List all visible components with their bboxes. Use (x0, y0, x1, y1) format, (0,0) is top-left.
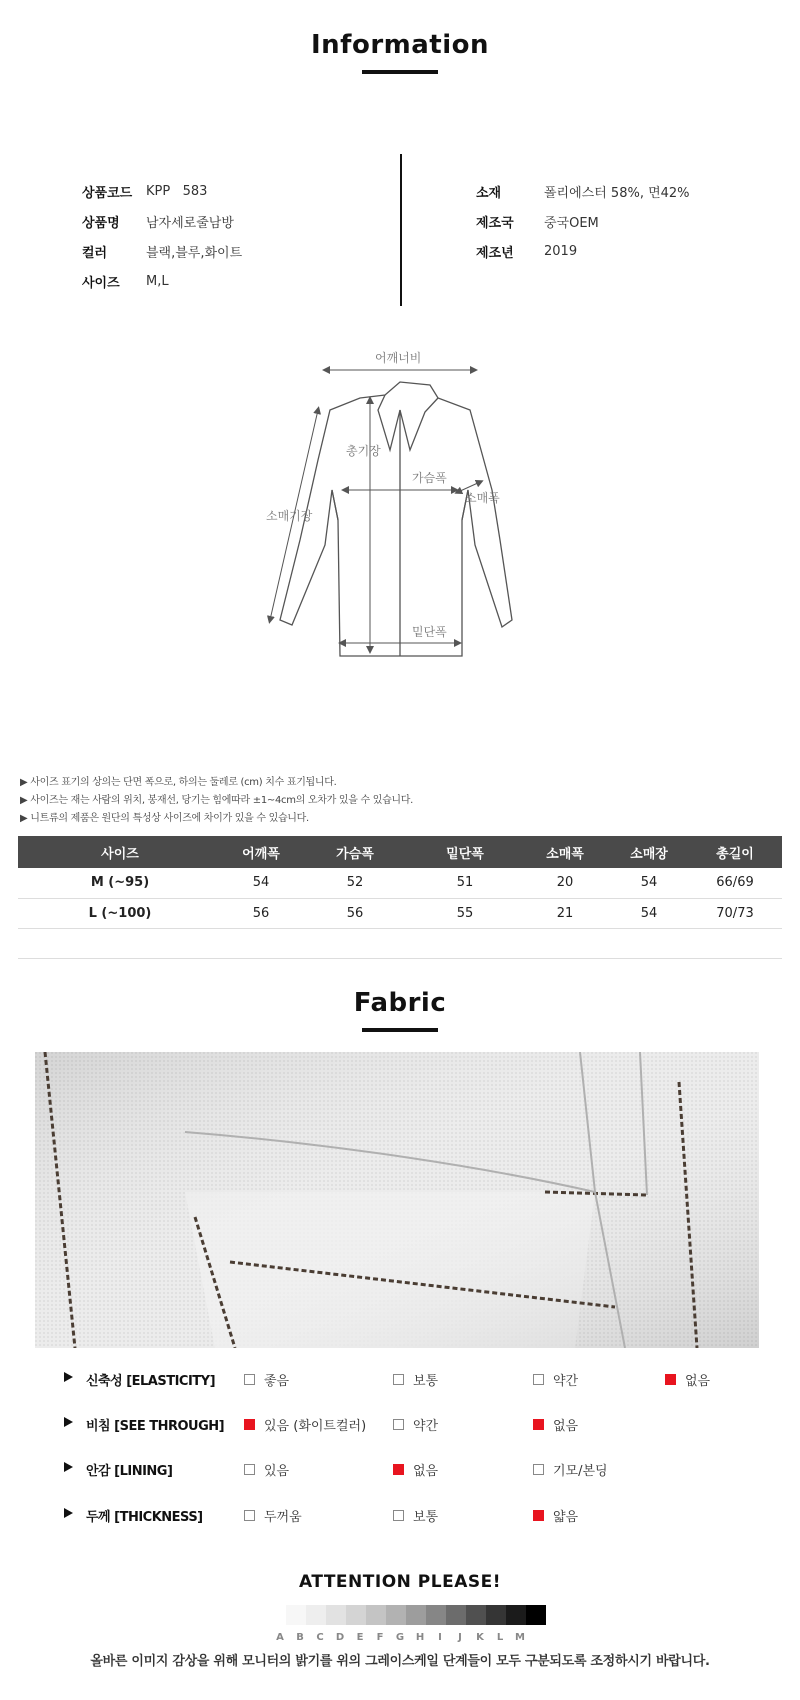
table-cell: 21 (520, 898, 610, 928)
option-good (244, 1370, 289, 1389)
table-cell: 56 (222, 898, 300, 928)
grayscale-letters (270, 1632, 530, 1643)
label-sleeve-width: 소매폭 (465, 491, 500, 505)
option-thin (533, 1506, 578, 1525)
attr-label: 안감 [LINING] (86, 1464, 173, 1479)
grayscale-letter: G (395, 1632, 405, 1643)
label-shoulder: 어깨너비 (375, 351, 422, 365)
arrow-icon: ▶ (20, 813, 28, 824)
info-row-material (476, 176, 690, 206)
table-cell: 70/73 (688, 898, 782, 928)
option-yes (244, 1415, 366, 1434)
table-cell: 51 (410, 868, 520, 898)
option-label: 보통 (413, 1510, 439, 1525)
option-label: 얇음 (553, 1510, 579, 1525)
arrow-icon (64, 1417, 73, 1427)
option-label: 없음 (553, 1419, 579, 1434)
fabric-title: Fabric (353, 988, 447, 1018)
grayscale-bar (286, 1605, 546, 1625)
table-cell: 20 (520, 868, 610, 898)
table-header-cell: 총길이 (688, 836, 782, 868)
grayscale-swatch (466, 1605, 486, 1625)
arrow-icon: ▶ (20, 777, 28, 788)
checkbox-icon (533, 1464, 544, 1475)
table-cell: L (~100) (18, 898, 222, 928)
option-label: 약간 (553, 1374, 579, 1389)
attr-row-see-through (0, 1413, 800, 1435)
grayscale-swatch (486, 1605, 506, 1625)
section-divider (18, 958, 782, 959)
info-row-country (476, 206, 690, 236)
option-slight (393, 1415, 438, 1434)
info-key: 컬러 (82, 245, 108, 261)
grayscale-swatch (386, 1605, 406, 1625)
info-row-year (476, 236, 690, 266)
grayscale-letter: J (458, 1632, 462, 1643)
checkbox-checked-icon (393, 1464, 404, 1475)
attr-row-lining (0, 1458, 800, 1480)
info-row-size (82, 266, 242, 296)
info-key: 상품명 (82, 215, 120, 231)
info-value: M,L (146, 273, 169, 289)
table-cell: 55 (410, 898, 520, 928)
table-header-cell: 사이즈 (18, 836, 222, 868)
note-text: 사이즈 표기의 상의는 단면 폭으로, 하의는 둘레로 (cm) 치수 표기됩니다. (30, 777, 337, 788)
checkbox-checked-icon (533, 1510, 544, 1521)
table-cell: 56 (300, 898, 410, 928)
note-item (20, 810, 413, 828)
grayscale-swatch (366, 1605, 386, 1625)
grayscale-swatch (426, 1605, 446, 1625)
checkbox-icon (533, 1374, 544, 1385)
info-value: KPP 583 (146, 183, 208, 199)
note-text: 사이즈는 재는 사람의 위치, 봉재선, 당기는 힘에따라 ±1~4cm의 오차가 있을 수 있습니다. (30, 795, 414, 806)
table-cell: 54 (610, 868, 688, 898)
info-key: 소재 (476, 185, 502, 201)
info-key: 사이즈 (82, 275, 120, 291)
checkbox-checked-icon (244, 1419, 255, 1430)
note-item (20, 774, 413, 792)
title-underline (362, 1028, 438, 1032)
table-cell: M (~95) (18, 868, 222, 898)
grayscale-letter: F (376, 1632, 384, 1643)
arrow-icon: ▶ (20, 795, 28, 806)
fabric-texture-image (35, 1052, 759, 1348)
info-value: 폴리에스터 58%, 면42% (544, 185, 690, 201)
option-label: 좋음 (264, 1374, 290, 1389)
checkbox-icon (244, 1464, 255, 1475)
label-sleeve-length: 소매기장 (266, 509, 313, 523)
option-label: 있음 (화이트컬러) (264, 1419, 367, 1434)
grayscale-letter: A (276, 1632, 284, 1643)
table-header-row (18, 836, 782, 868)
note-item (20, 792, 413, 810)
option-label: 보통 (413, 1374, 439, 1389)
info-key: 제조국 (476, 215, 514, 231)
table-header-cell: 밑단폭 (410, 836, 520, 868)
option-brushed (533, 1460, 608, 1479)
size-table (18, 836, 782, 929)
option-label: 두꺼움 (264, 1510, 302, 1525)
grayscale-swatch (526, 1605, 546, 1625)
option-none (533, 1415, 578, 1434)
info-value: 블랙,블루,화이트 (146, 245, 243, 261)
info-divider (400, 154, 402, 306)
option-none (665, 1370, 710, 1389)
checkbox-icon (393, 1419, 404, 1430)
grayscale-letter: M (515, 1632, 525, 1643)
note-text: 니트류의 제품은 원단의 특성상 사이즈에 차이가 있을 수 있습니다. (30, 813, 309, 824)
measurement-diagram (230, 340, 570, 680)
checkbox-icon (244, 1374, 255, 1385)
grayscale-letter: L (496, 1632, 504, 1643)
table-row (18, 868, 782, 898)
checkbox-checked-icon (665, 1374, 676, 1385)
table-header-cell: 소매폭 (520, 836, 610, 868)
grayscale-swatch (446, 1605, 466, 1625)
label-total-length: 총기장 (346, 444, 381, 458)
info-value: 2019 (544, 243, 578, 259)
attention-title: ATTENTION PLEASE! (299, 1572, 501, 1592)
grayscale-letter: B (296, 1632, 304, 1643)
option-slight (533, 1370, 578, 1389)
title-underline (362, 70, 438, 74)
attention-note: 올바른 이미지 감상을 위해 모니터의 밝기를 위의 그레이스케일 단계들이 모두 구분되도록 조정하시기 바랍니다. (90, 1654, 710, 1669)
attr-row-thickness (0, 1504, 800, 1526)
grayscale-letter: H (415, 1632, 425, 1643)
table-cell: 52 (300, 868, 410, 898)
option-none (393, 1460, 438, 1479)
info-row-color (82, 236, 242, 266)
grayscale-swatch (326, 1605, 346, 1625)
table-header-cell: 소매장 (610, 836, 688, 868)
fabric-photo (35, 1052, 759, 1348)
grayscale-letter: C (316, 1632, 324, 1643)
grayscale-swatch (306, 1605, 326, 1625)
info-row-product-name (82, 206, 242, 236)
table-header-cell: 어깨폭 (222, 836, 300, 868)
option-label: 없음 (685, 1374, 711, 1389)
arrow-icon (64, 1372, 73, 1382)
checkbox-icon (393, 1510, 404, 1521)
info-value: 중국OEM (544, 215, 599, 231)
option-thick (244, 1506, 302, 1525)
option-yes (244, 1460, 289, 1479)
label-hem: 밑단폭 (412, 625, 447, 639)
checkbox-icon (244, 1510, 255, 1521)
grayscale-swatch (286, 1605, 306, 1625)
checkbox-icon (393, 1374, 404, 1385)
option-normal (393, 1506, 438, 1525)
table-cell: 54 (222, 868, 300, 898)
info-left-column (82, 176, 242, 296)
option-normal (393, 1370, 438, 1389)
option-label: 기모/본딩 (553, 1464, 608, 1479)
info-row-product-code (82, 176, 242, 206)
grayscale-swatch (346, 1605, 366, 1625)
table-header-cell: 가슴폭 (300, 836, 410, 868)
information-title: Information (310, 30, 490, 60)
arrow-icon (64, 1508, 73, 1518)
table-cell: 66/69 (688, 868, 782, 898)
option-label: 없음 (413, 1464, 439, 1479)
arrow-icon (64, 1462, 73, 1472)
size-notes (20, 774, 413, 828)
option-label: 있음 (264, 1464, 290, 1479)
info-key: 상품코드 (82, 185, 133, 201)
checkbox-checked-icon (533, 1419, 544, 1430)
option-label: 약간 (413, 1419, 439, 1434)
attr-label: 신축성 [ELASTICITY] (86, 1374, 216, 1389)
label-chest: 가슴폭 (412, 471, 447, 485)
grayscale-letter: K (476, 1632, 484, 1643)
grayscale-swatch (406, 1605, 426, 1625)
attr-label: 두께 [THICKNESS] (86, 1510, 203, 1525)
grayscale-swatch (506, 1605, 526, 1625)
grayscale-letter: E (356, 1632, 364, 1643)
attr-label: 비침 [SEE THROUGH] (86, 1419, 225, 1434)
info-value: 남자세로줄남방 (146, 215, 234, 231)
grayscale-letter: D (335, 1632, 345, 1643)
grayscale-letter: I (438, 1632, 442, 1643)
info-key: 제조년 (476, 245, 514, 261)
info-right-column (476, 176, 690, 266)
attr-row-elasticity (0, 1368, 800, 1390)
table-row (18, 898, 782, 928)
table-cell: 54 (610, 898, 688, 928)
